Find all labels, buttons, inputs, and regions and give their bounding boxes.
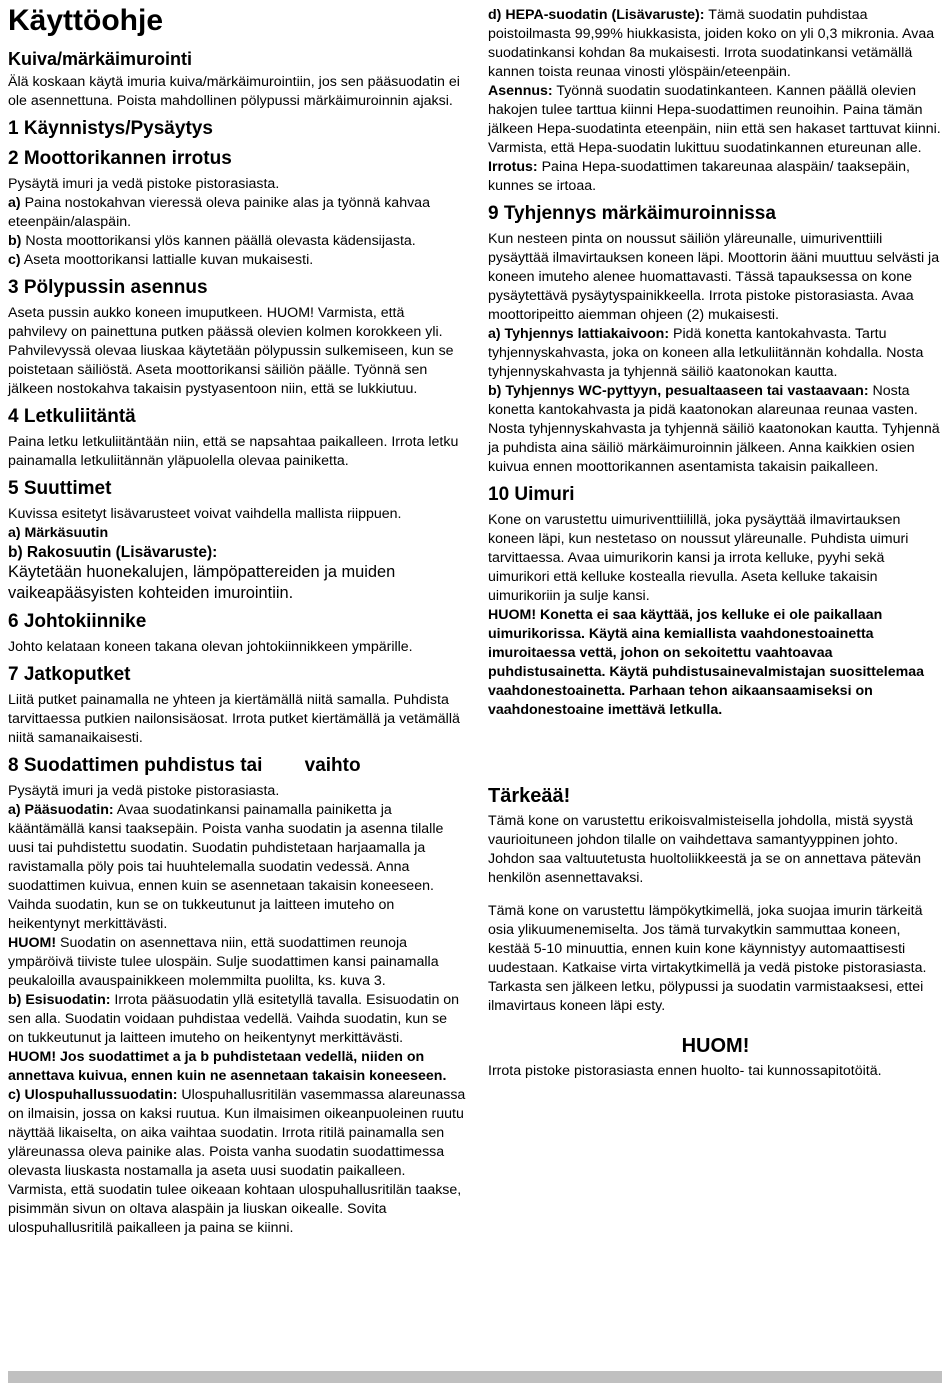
page-title: Käyttöohje (8, 4, 164, 37)
spacer (488, 888, 943, 902)
section-10-heading: 10 Uimuri (488, 484, 575, 505)
hepa-filter (488, 6, 943, 82)
section-2-step-b (8, 232, 466, 251)
exhaust-filter-text: Ulospuhallusritilän vasemmassa alareunassa on ilmaisin, jossa on kaksi ruutua. Kun ilmaisimen oikeanpuoleinen ruutu näyttää likaiselta, on aika vaihtaa suodatin. Irrota ritilä painamalla sen yläreunassa oleva painike alas. Poista vanha suodatin suodattimessa olevasta liuskasta nostamalla ja aseta uusi suodatin paikalleen. Varmista, että suodatin tulee oikeaan kohtaan ulospuhallusritilän taakse, pisimmän sivun on oltava alaspäin ja liuskan oikealle. Sovita ulospuhallusritilä paikalleen ja paina se kiinni. (8, 1087, 466, 1236)
step-b-label: b) (8, 233, 22, 249)
section-8-exhaust-filter (8, 1086, 466, 1238)
section-2-heading: 2 Moottorikannen irrotus (8, 148, 232, 169)
section-2-step-a (8, 194, 466, 232)
section-6-text: Johto kelataan koneen takana olevan johtokiinnikkeen ympärille. (8, 639, 413, 655)
step-c-text: Aseta moottorikansi lattialle kuvan mukaisesti. (20, 252, 314, 268)
section-8-note-2 (8, 1048, 466, 1086)
dry-wet-heading: Kuiva/märkäimurointi (8, 49, 193, 69)
floor-drain-label: a) Tyhjennys lattiakaivoon: (488, 326, 670, 342)
hepa-filter-text: Tämä suodatin puhdistaa poistoilmasta 99,99% hiukkasista, joiden koko on yli 0,3 mikronia. Avaa suodatinkansi kohdan 8a mukaisesti. Irrota suodatinkansi vetämällä kannen toista reunaa vinosti ylöspäin/eteenpäin. (488, 7, 935, 80)
remove-text: Paina Hepa-suodattimen takareunaa alaspäin/ taaksepäin, kunnes se irtoaa. (488, 159, 910, 194)
section-5-item-b (8, 543, 466, 562)
section-5-item-a (8, 524, 466, 543)
section-4-text: Paina letku letkuliitäntään niin, että se napsahtaa paikalleen. Irrota letku painamalla letkuliitännän yläpuolella olevaa painiketta. (8, 434, 459, 469)
floor-drain-text: Pidä konetta kantokahvasta. Tartu tyhjennyskahvasta, joka on koneen alla letkuliitännän kohdalla. Nosta tyhjennyskahvasta ja tyhjennä säiliö kaatonokan kautta. (488, 326, 924, 380)
section-4-heading: 4 Letkuliitäntä (8, 406, 136, 427)
step-c-label: c) (8, 252, 21, 268)
exhaust-filter-label: c) Ulospuhallussuodatin: (8, 1087, 178, 1103)
toilet-label: b) Tyhjennys WC-pyttyyn, pesualtaaseen tai vastaavaan: (488, 383, 869, 399)
step-b-text: Nosta moottorikansi ylös kannen päällä olevasta kädensijasta. (21, 233, 416, 249)
step-a-text: Paina nostokahvan vieressä oleva painike alas ja työnnä kahvaa eteenpäin/alaspäin. (8, 195, 430, 230)
item-b-label: b) Rakosuutin (Lisävaruste): (8, 544, 218, 561)
section-5-text: Kuvissa esitetyt lisävarusteet voivat vaihdella mallista riippuen. (8, 506, 402, 522)
section-8-pre-filter (8, 991, 466, 1048)
section-5-item-b-text: Käytetään huonekalujen, lämpöpattereiden ja muiden vaikeapääsyisten kohteiden imurointiin. (8, 563, 396, 602)
section-10-warning (488, 606, 943, 720)
important-paragraph-1: Tämä kone on varustettu erikoisvalmisteisella johdolla, mistä syystä vaurioituneen johdon tilalle on vaihdettava samantyyppinen johto. Johdon saa valtuutetusta huoltoliikkeestä ja se on annettava pätevän henkilön asennettavaksi. (488, 813, 922, 886)
hepa-remove (488, 158, 943, 196)
section-9-text: Kun nesteen pinta on noussut säiliön yläreunalle, uimuriventtiili pysäyttää ilmavirtauksen koneen läpi. Moottorin ääni muuttuu selvästi ja koneen imuteho alenee huomattavasti. Tässä tapauksessa on kone pysäytettävä pysäytyspainikkeella. Irrota pistoke pistorasiasta. Avaa moottoripeitto aiemman ohjeen (2) mukaisesti. (488, 231, 940, 323)
section-9-step-b (488, 382, 943, 477)
main-filter-text: Avaa suodatinkansi painamalla painiketta ja kääntämällä kansi taaksepäin. Poista vanha suodatin ja asenna tilalle uusi tai puhdistettu suodatin. Suodatin puhdistetaan harjaamalla ja ravistamalla pöly pois tai huuhtelemalla suodatin vedessä. Anna suodattimen kuivua, ennen kuin se asennetaan takaisin koneeseen. Vaihda suodatin, kun se on tukkeutunut ja laitteen imuteho on heikentynyt merkittävästi. (8, 802, 444, 932)
left-column (8, 0, 466, 1238)
section-8-note-1 (8, 934, 466, 991)
section-9-heading: 9 Tyhjennys märkäimuroinnissa (488, 203, 776, 224)
item-a-label: a) Märkäsuutin (8, 525, 109, 541)
section-2-intro: Pysäytä imuri ja vedä pistoke pistorasiasta. (8, 176, 280, 192)
dry-wet-text: Älä koskaan käytä imuria kuiva/märkäimurointiin, jos sen pääsuodatin ei ole asennettuna. Poista mahdollinen pölypussi märkäimuroinnin ajaksi. (8, 74, 460, 109)
section-1-heading: 1 Käynnistys/Pysäytys (8, 118, 213, 139)
section-7-text: Liitä putket painamalla ne yhteen ja kiertämällä niitä samalla. Puhdista tarvittaessa putkien nailonsisäosat. Irrota putket kiertämällä ja vetämällä niitä samanaikaisesti. (8, 692, 460, 746)
note-1-text: Suodatin on asennettava niin, että suodattimen reunoja ympäröivä tiiviste tulee ulospäin. Sulje suodattimen kansi painamalla peukaloilla avauspainikkeen molemmilta puolilta, ks. kuva 3. (8, 935, 439, 989)
hepa-install (488, 82, 943, 158)
pre-filter-label: b) Esisuodatin: (8, 992, 111, 1008)
toilet-text: Nosta konetta kantokahvasta ja pidä kaatonokan alareunaa reunaa vasten. Nosta tyhjennyskahvasta ja tyhjennä säiliö kaatonokan kautta. Tyhjennä ja puhdista aina säiliö märkäimuroinnin jälkeen. Anna kaikkien osien kuivua ennen moottorikannen asentamista takaisin paikalleen. (488, 383, 940, 475)
note-2-text: HUOM! Jos suodattimet a ja b puhdistetaan vedellä, niiden on annettava kuivua, ennen kuin ne asennetaan takaisin koneeseen. (8, 1049, 447, 1084)
section-8-main-filter (8, 801, 466, 934)
section-5-heading: 5 Suuttimet (8, 478, 112, 499)
section-7-heading: 7 Jatkoputket (8, 664, 131, 685)
huom-heading: HUOM! (681, 1035, 750, 1057)
section-9-step-a (488, 325, 943, 382)
section-3-heading: 3 Pölypussin asennus (8, 277, 208, 298)
main-filter-label: a) Pääsuodatin: (8, 802, 114, 818)
important-paragraph-2: Tämä kone on varustettu lämpökytkimellä, joka suojaa imurin tärkeitä osia ylikuumenemiselta. Jos tämä turvakytkin sammuttaa koneen, kestää 5-10 minuuttia, ennen kuin kone käynnistyy automaattisesti uudestaan. Katkaise virta virtakytkimellä ja vedä pistoke pistorasiasta. Tarkasta sen jälkeen letku, pölypussi ja suodatin varmistaaksesi, ettei ilmavirtaus koneen läpi esty. (488, 903, 927, 1014)
pre-filter-text: Irrota pääsuodatin yllä esitetyllä tavalla. Esisuodatin on sen alla. Suodatin voidaan puhdistaa vedellä. Vaihda suodatin, kun se on tukkeutunut ja laitteen imuteho on heikentynyt merkittävästi. (8, 992, 460, 1046)
section-2-step-c (8, 251, 466, 270)
huom-text: Irrota pistoke pistorasiasta ennen huolto- tai kunnossapitotöitä. (488, 1063, 882, 1079)
install-label: Asennus: (488, 83, 553, 99)
step-a-label: a) (8, 195, 21, 211)
right-column (488, 0, 943, 1081)
note-1-label: HUOM! (8, 935, 57, 951)
remove-label: Irrotus: (488, 159, 538, 175)
footer-bar (8, 1371, 942, 1383)
section-6-heading: 6 Johtokiinnike (8, 611, 147, 632)
install-text: Työnnä suodatin suodatinkanteen. Kannen päällä olevien hakojen tulee tarttua kiinni Hepa-suodattimen reunoihin. Paina tämän jälkeen Hepa-suodatinta eteenpäin, niin että sen hakaset tarttuvat kiinni. Varmista, että Hepa-suodatin lukittuu suodatinkannen etureunan alle. (488, 83, 941, 156)
important-heading: Tärkeää! (488, 785, 571, 807)
section-8-heading: 8 Suodattimen puhdistus tai vaihto (8, 755, 361, 776)
section-3-text: Aseta pussin aukko koneen imuputkeen. HUOM! Varmista, että pahvilevy on painettuna putken päässä olevien kolmen korokkeen yli. Pahvilevyssä olevaa liuskaa käytetään pölypussin sulkemiseen, kun se poistetaan säiliöstä. Aseta moottorikansi säiliön päälle. Työnnä sen jälkeen nostokahva takaisin pystyasentoon niin, että se lukkiutuu. (8, 305, 454, 397)
hepa-filter-label: d) HEPA-suodatin (Lisävaruste): (488, 7, 705, 23)
float-warning-text: HUOM! Konetta ei saa käyttää, jos kelluke ei ole paikallaan uimurikorissa. Käytä aina kemiallista vaahdonestoainetta imuroitaessa vettä, johon on sekoitettu vaahtoavaa puhdistusainetta. Käytä puhdistusainevalmistajan suosittelemaa vaahdonestoainetta. Parhaan tehon aikaansaamiseksi on vaahdonestoaine imettävä letkulla. (488, 607, 924, 718)
section-10-text: Kone on varustettu uimuriventtiilillä, joka pysäyttää ilmavirtauksen koneen läpi, kun nestetaso on noussut yläreunalle. Puhdista uimuri tarvittaessa. Avaa uimurikorin kansi ja irrota kelluke, pyyhi sekä uimurikori että kelluke kostealla rievulla. Aseta kelluke takaisin uimurikoriin ja sulje kansi. (488, 512, 909, 604)
section-8-intro: Pysäytä imuri ja vedä pistoke pistorasiasta. (8, 783, 280, 799)
spacer (488, 720, 943, 778)
